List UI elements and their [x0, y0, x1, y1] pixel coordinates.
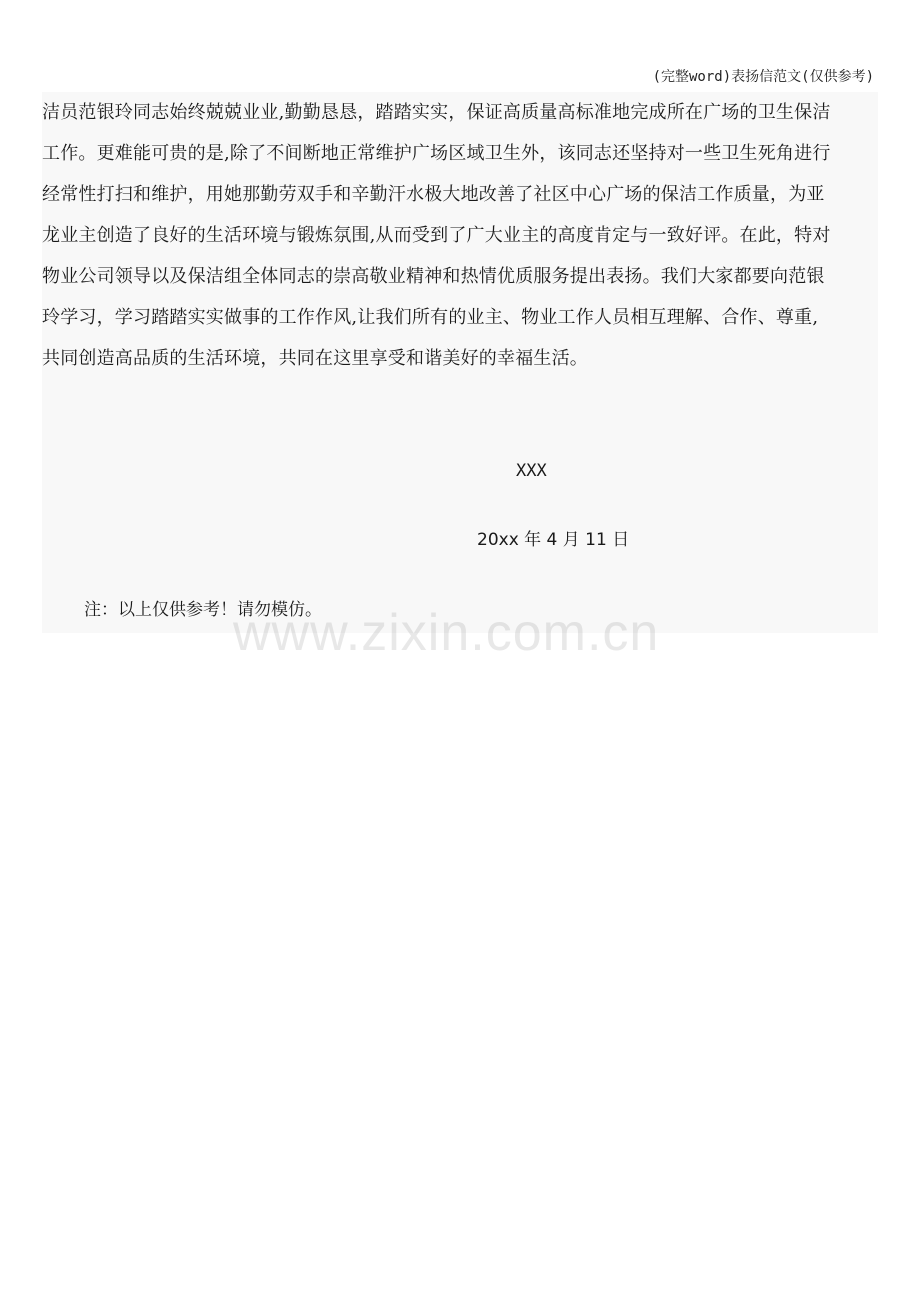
body-line: 共同创造高品质的生活环境，共同在这里享受和谐美好的幸福生活。	[42, 348, 588, 369]
body-line: 玲学习，学习踏踏实实做事的工作作风,让我们所有的业主、物业工作人员相互理解、合作、尊重,	[42, 307, 819, 328]
body-line: 洁员范银玲同志始终兢兢业业,勤勤恳恳，踏踏实实，保证高质量高标准地完成所在广场的卫生保洁	[42, 102, 831, 123]
letter-body	[42, 92, 886, 379]
signature: XXX	[516, 461, 547, 481]
letter-date: 20xx 年 4 月 11 日	[477, 530, 630, 550]
page-header-title: (完整word)表扬信范文(仅供参考)	[652, 69, 874, 85]
body-line: 物业公司领导以及保洁组全体同志的崇高敬业精神和热情优质服务提出表扬。我们大家都要向范银	[42, 266, 825, 287]
body-line: 工作。更难能可贵的是,除了不间断地正常维护广场区域卫生外，该同志还坚持对一些卫生死角进行	[42, 143, 831, 164]
disclaimer-note: 注：以上仅供参考！请勿模仿。	[84, 600, 322, 620]
body-line: 龙业主创造了良好的生活环境与锻炼氛围,从而受到了广大业主的高度肯定与一致好评。在此，特对	[42, 225, 831, 246]
watermark: www.zixin.com.cn	[233, 604, 660, 662]
body-line: 经常性打扫和维护，用她那勤劳双手和辛勤汗水极大地改善了社区中心广场的保洁工作质量，为亚	[42, 184, 825, 205]
